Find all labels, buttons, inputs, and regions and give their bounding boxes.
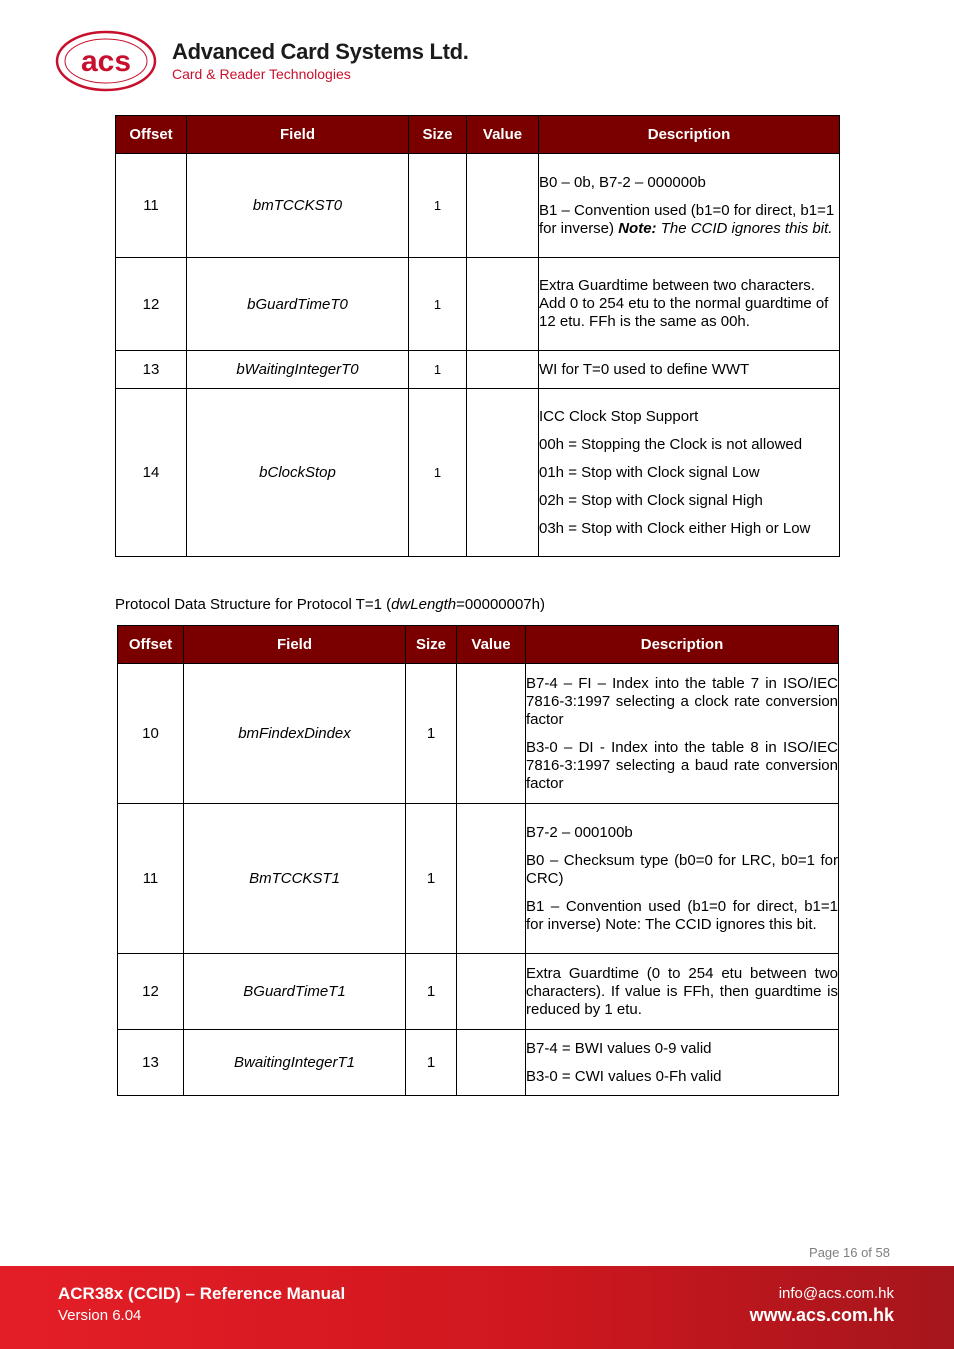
field-cell: bGuardTimeT0 <box>187 258 409 351</box>
size-cell: 1 <box>406 664 457 804</box>
description-line: B0 – 0b, B7-2 – 000000b <box>539 173 706 191</box>
size-cell: 1 <box>406 1030 457 1096</box>
acs-logo-mark <box>55 30 159 94</box>
offset-cell: 12 <box>116 258 187 351</box>
size-cell: 1 <box>409 351 467 389</box>
website-link[interactable]: www.acs.com.hk <box>749 1305 894 1325</box>
description-line: 00h = Stopping the Clock is not allowed <box>539 435 803 453</box>
description-line: B7-4 – FI – Index into the table 7 in ISO/IEC 7816-3:1997 selecting a clock rate conversion factor <box>526 674 838 728</box>
offset-cell: 12 <box>118 954 184 1030</box>
table-caption <box>115 596 545 613</box>
table-header-row <box>116 116 840 154</box>
table-row <box>118 664 839 804</box>
description-line: ICC Clock Stop Support <box>539 407 699 425</box>
description-line <box>539 202 839 238</box>
description-line: Extra Guardtime between two characters. Add 0 to 254 etu to the normal guardtime of 12 etu. FFh is the same as 00h. <box>539 277 829 330</box>
field-cell: bWaitingIntegerT0 <box>187 351 409 389</box>
protocol-t0-table <box>115 115 840 557</box>
description-line: B1 – Convention used (b1=0 for direct, b1=1 for inverse) Note: The CCID ignores this bit. <box>526 897 838 933</box>
size-cell: 1 <box>409 258 467 351</box>
column-header-offset: Offset <box>116 116 187 154</box>
field-cell: bmFindexDindex <box>184 664 406 804</box>
company-tagline: Card & Reader Technologies <box>172 66 351 82</box>
description-line: B3-0 – DI - Index into the table 8 in ISO/IEC 7816-3:1997 selecting a baud rate conversion factor <box>526 738 838 792</box>
company-name: Advanced Card Systems Ltd. <box>172 39 469 64</box>
table-row <box>118 1030 839 1096</box>
field-cell: BwaitingIntegerT1 <box>184 1030 406 1096</box>
description-cell <box>539 351 840 389</box>
description-line: 03h = Stop with Clock either High or Low <box>539 519 811 537</box>
offset-cell: 11 <box>116 154 187 258</box>
size-cell: 1 <box>406 954 457 1030</box>
description-line: 02h = Stop with Clock signal High <box>539 491 763 509</box>
description-line: B7-4 = BWI values 0-9 valid <box>526 1039 712 1057</box>
column-header-size: Size <box>406 626 457 664</box>
column-header-field: Field <box>187 116 409 154</box>
field-cell: bmTCCKST0 <box>187 154 409 258</box>
value-cell <box>467 258 539 351</box>
size-cell: 1 <box>409 389 467 557</box>
table-row <box>118 804 839 954</box>
description-cell <box>526 804 839 954</box>
offset-cell: 14 <box>116 389 187 557</box>
size-cell: 1 <box>409 154 467 258</box>
column-header-offset: Offset <box>118 626 184 664</box>
field-cell: BGuardTimeT1 <box>184 954 406 1030</box>
company-logo <box>55 30 475 94</box>
page-number: Page 16 of 58 <box>809 1245 890 1260</box>
column-header-description: Description <box>526 626 839 664</box>
description-line: Extra Guardtime (0 to 254 etu between two characters). If value is FFh, then guardtime is reduced by 1 etu. <box>526 964 838 1018</box>
table-row <box>116 154 840 258</box>
document-title: ACR38x (CCID) – Reference Manual <box>58 1284 346 1303</box>
description-cell <box>539 258 840 351</box>
value-cell <box>457 804 526 954</box>
description-cell <box>539 389 840 557</box>
offset-cell: 10 <box>118 664 184 804</box>
description-line: B3-0 = CWI values 0-Fh valid <box>526 1067 722 1085</box>
value-cell <box>467 154 539 258</box>
description-cell <box>526 1030 839 1096</box>
caption-text-end: =00000007h) <box>456 596 545 613</box>
caption-text: Protocol Data Structure for Protocol T=1 ( <box>115 596 392 613</box>
value-cell <box>457 664 526 804</box>
column-header-field: Field <box>184 626 406 664</box>
description-line: 01h = Stop with Clock signal Low <box>539 463 760 481</box>
description-line: B7-2 – 000100b <box>526 823 633 841</box>
field-cell: bClockStop <box>187 389 409 557</box>
caption-italic: dwLength <box>391 596 457 613</box>
description-line: WI for T=0 used to define WWT <box>539 360 750 378</box>
description-cell <box>526 954 839 1030</box>
protocol-t1-table <box>117 625 839 1096</box>
logo-mark-text: acs <box>80 45 132 78</box>
offset-cell: 11 <box>118 804 184 954</box>
size-cell: 1 <box>406 804 457 954</box>
note-text: The CCID ignores this bit. <box>656 219 833 237</box>
table-row <box>116 389 840 557</box>
description-line: B0 – Checksum type (b0=0 for LRC, b0=1 for CRC) <box>526 851 838 887</box>
value-cell <box>457 1030 526 1096</box>
note-label: Note: <box>618 219 657 237</box>
column-header-size: Size <box>409 116 467 154</box>
page-footer <box>0 1266 954 1349</box>
description-cell <box>539 154 840 258</box>
value-cell <box>467 389 539 557</box>
table-row <box>116 351 840 389</box>
document-version: Version 6.04 <box>58 1307 142 1324</box>
value-cell <box>467 351 539 389</box>
description-text: B1 – Convention used (b1=0 for direct, b1=1 for inverse) <box>539 201 835 237</box>
description-cell <box>526 664 839 804</box>
table-header-row <box>118 626 839 664</box>
contact-email-link[interactable]: info@acs.com.hk <box>778 1285 894 1302</box>
column-header-value: Value <box>467 116 539 154</box>
table-row <box>116 258 840 351</box>
value-cell <box>457 954 526 1030</box>
offset-cell: 13 <box>118 1030 184 1096</box>
table-row <box>118 954 839 1030</box>
column-header-description: Description <box>539 116 840 154</box>
field-cell: BmTCCKST1 <box>184 804 406 954</box>
column-header-value: Value <box>457 626 526 664</box>
offset-cell: 13 <box>116 351 187 389</box>
